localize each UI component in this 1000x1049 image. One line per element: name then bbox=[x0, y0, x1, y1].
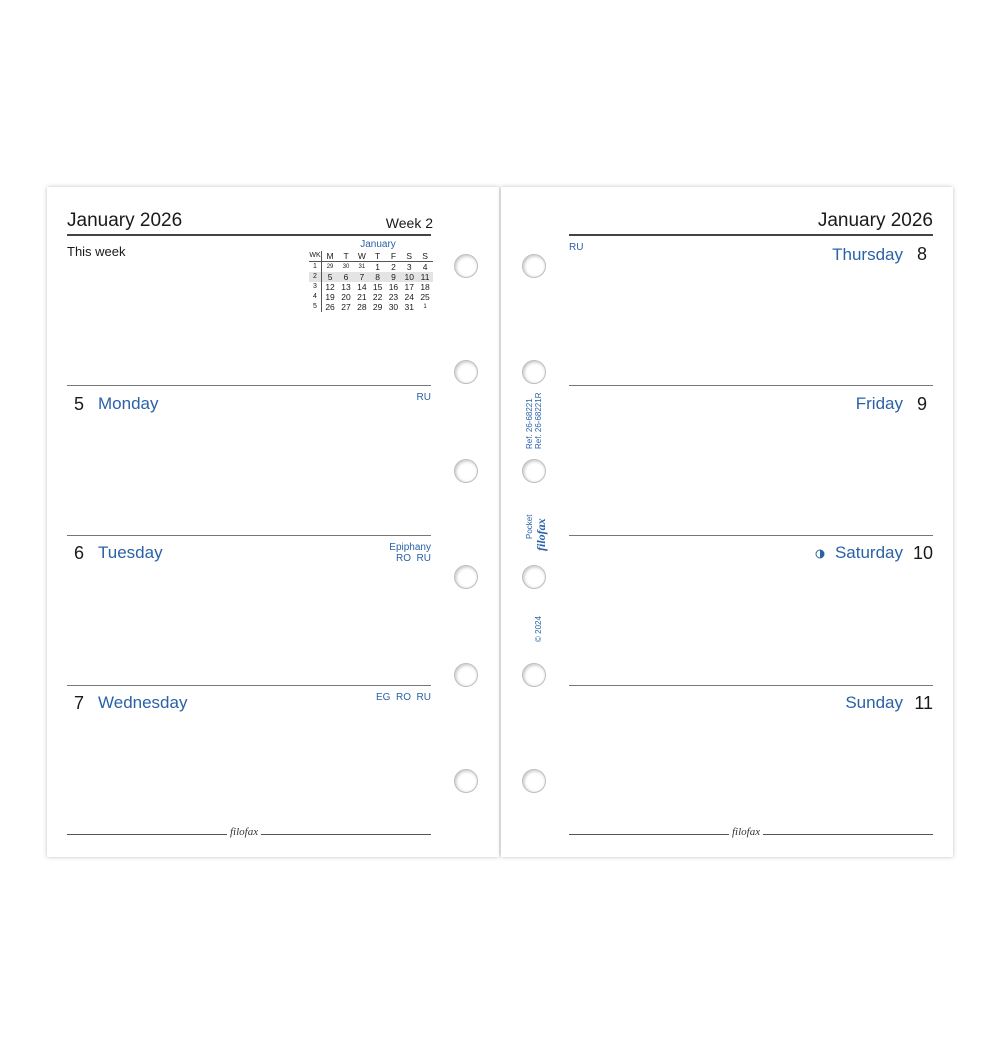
holiday-tag: RU bbox=[569, 242, 584, 253]
day-divider bbox=[569, 385, 933, 386]
calendar-day: 29 bbox=[326, 264, 334, 270]
mini-calendar-row bbox=[309, 302, 433, 312]
header-rule bbox=[67, 234, 431, 236]
calendar-day: 19 bbox=[325, 292, 335, 302]
binder-hole bbox=[454, 769, 478, 793]
calendar-day: 16 bbox=[388, 282, 399, 292]
calendar-day: 13 bbox=[341, 282, 351, 292]
ref-code-r: Ref. 26-68221R bbox=[534, 392, 543, 449]
filofax-logo: filofax bbox=[227, 826, 261, 838]
holiday-tag: RU bbox=[416, 392, 431, 403]
holiday-note: Epiphany bbox=[389, 542, 431, 553]
day-divider bbox=[67, 385, 431, 386]
calendar-day: 27 bbox=[341, 302, 351, 312]
calendar-day: 4 bbox=[422, 262, 428, 272]
calendar-day: 26 bbox=[325, 302, 335, 312]
calendar-day: 9 bbox=[391, 272, 396, 282]
mini-calendar-header: W bbox=[354, 251, 370, 262]
calendar-day: 15 bbox=[372, 282, 383, 292]
mini-calendar bbox=[309, 239, 433, 312]
day-name: Saturday bbox=[834, 543, 903, 562]
mini-calendar-grid bbox=[309, 251, 433, 312]
first-quarter-moon-icon bbox=[815, 549, 825, 559]
week-label: Week 2 bbox=[385, 215, 433, 231]
calendar-day: 12 bbox=[325, 282, 335, 292]
mini-calendar-header: S bbox=[417, 251, 433, 262]
holiday-tag: RU bbox=[416, 553, 431, 564]
day-divider bbox=[569, 535, 933, 536]
binder-hole bbox=[454, 360, 478, 384]
calendar-day: 2 bbox=[391, 262, 396, 272]
week-number: 1 bbox=[309, 262, 322, 273]
calendar-day: 31 bbox=[404, 302, 414, 312]
calendar-day: 17 bbox=[404, 282, 414, 292]
calendar-day: 30 bbox=[342, 264, 350, 270]
month-title: January 2026 bbox=[67, 210, 183, 231]
calendar-day: 24 bbox=[404, 292, 414, 302]
filofax-logo: filofax bbox=[729, 826, 763, 838]
mini-calendar-row bbox=[309, 292, 433, 302]
calendar-day: 1 bbox=[375, 262, 380, 272]
day-divider bbox=[67, 535, 431, 536]
mini-calendar-row-current bbox=[309, 272, 433, 282]
ref-code: Ref. 26-68221 bbox=[525, 398, 534, 449]
binder-hole bbox=[522, 459, 546, 483]
mini-calendar-title: January bbox=[360, 239, 396, 250]
day-number: 5 bbox=[74, 394, 85, 414]
holiday-tag: EG bbox=[375, 692, 391, 703]
holiday-tags bbox=[396, 553, 431, 564]
binder-hole bbox=[454, 663, 478, 687]
week-number: 5 bbox=[309, 302, 322, 312]
day-name: Sunday bbox=[845, 693, 903, 712]
day-name: Friday bbox=[855, 394, 903, 413]
mini-calendar-row bbox=[309, 262, 433, 273]
day-number: 11 bbox=[914, 693, 933, 713]
day-name: Wednesday bbox=[98, 693, 188, 712]
day-name: Thursday bbox=[832, 245, 903, 264]
binder-hole bbox=[522, 360, 546, 384]
calendar-day: 8 bbox=[375, 272, 380, 282]
holiday-tag: RO bbox=[395, 553, 411, 564]
mini-calendar-header: WK bbox=[309, 251, 322, 262]
calendar-day: 3 bbox=[406, 262, 412, 272]
calendar-day: 23 bbox=[388, 292, 399, 302]
calendar-day: 14 bbox=[357, 282, 367, 292]
week-number: 2 bbox=[309, 272, 322, 282]
holiday-tags bbox=[376, 692, 431, 703]
header-rule bbox=[569, 234, 933, 236]
calendar-day: 5 bbox=[327, 272, 333, 282]
calendar-day: 29 bbox=[372, 302, 383, 312]
calendar-day: 21 bbox=[357, 292, 367, 302]
day-divider bbox=[569, 685, 933, 686]
calendar-day: 28 bbox=[357, 302, 367, 312]
calendar-day: 18 bbox=[420, 282, 430, 292]
day-number: 8 bbox=[916, 244, 927, 264]
mini-calendar-header: F bbox=[386, 251, 402, 262]
spine-brand-logo: filofax bbox=[534, 518, 548, 551]
day-number: 6 bbox=[74, 543, 85, 563]
month-title: January 2026 bbox=[817, 210, 933, 231]
mini-calendar-row bbox=[309, 282, 433, 292]
week-number: 3 bbox=[309, 282, 322, 292]
calendar-day: 11 bbox=[420, 272, 430, 282]
mini-calendar-header: T bbox=[370, 251, 386, 262]
calendar-day: 7 bbox=[359, 272, 365, 282]
calendar-day: 25 bbox=[420, 292, 430, 302]
mini-calendar-header: S bbox=[401, 251, 417, 262]
day-number: 10 bbox=[912, 543, 933, 563]
mini-calendar-header: T bbox=[338, 251, 354, 262]
calendar-day: 6 bbox=[343, 272, 349, 282]
binder-hole bbox=[522, 769, 546, 793]
right-page bbox=[501, 187, 953, 857]
binder-hole bbox=[454, 565, 478, 589]
calendar-day: 31 bbox=[358, 264, 366, 270]
day-divider bbox=[67, 685, 431, 686]
day-name: Monday bbox=[98, 394, 159, 413]
holiday-tag: RO bbox=[395, 692, 411, 703]
this-week-label: This week bbox=[67, 244, 126, 259]
calendar-day: 20 bbox=[341, 292, 351, 302]
day-name: Tuesday bbox=[98, 543, 163, 562]
binder-hole bbox=[522, 663, 546, 687]
binder-hole bbox=[522, 254, 546, 278]
mini-calendar-header: M bbox=[322, 251, 339, 262]
binder-hole bbox=[454, 254, 478, 278]
calendar-day: 1 bbox=[423, 304, 427, 310]
calendar-day: 10 bbox=[404, 272, 414, 282]
left-page bbox=[47, 187, 499, 857]
day-number: 7 bbox=[74, 693, 85, 713]
copyright: © 2024 bbox=[534, 616, 543, 642]
day-number: 9 bbox=[916, 394, 927, 414]
holiday-tag: RU bbox=[416, 692, 431, 703]
binder-hole bbox=[522, 565, 546, 589]
week-number: 4 bbox=[309, 292, 322, 302]
calendar-day: 22 bbox=[372, 292, 383, 302]
calendar-day: 30 bbox=[388, 302, 399, 312]
binder-hole bbox=[454, 459, 478, 483]
size-label: Pocket bbox=[525, 514, 534, 539]
